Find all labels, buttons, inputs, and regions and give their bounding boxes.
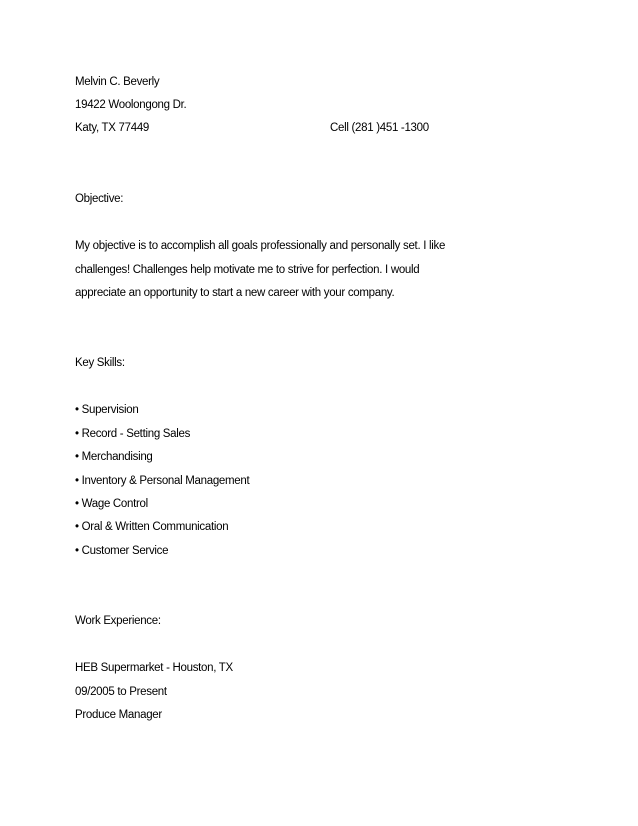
objective-line: My objective is to accomplish all goals professionally and personally set. I like (75, 240, 446, 252)
skill-item: • Wage Control (75, 498, 148, 510)
objective-line: appreciate an opportunity to start a new career with your company. (75, 287, 395, 299)
skill-item: • Inventory & Personal Management (75, 475, 250, 487)
street-address: 19422 Woolongong Dr. (75, 99, 187, 111)
city-line (75, 121, 429, 135)
skill-item: • Oral & Written Communication (75, 521, 229, 533)
objective-line: challenges! Challenges help motivate me to strive for perfection. I would (75, 264, 420, 276)
experience-heading: Work Experience: (75, 615, 161, 627)
skills-heading: Key Skills: (75, 357, 125, 369)
skill-item: • Supervision (75, 404, 139, 416)
skill-item: • Merchandising (75, 451, 153, 463)
phone-number: Cell (281 )451 -1300 (330, 122, 429, 134)
skill-item: • Record - Setting Sales (75, 428, 191, 440)
skill-item: • Customer Service (75, 545, 169, 557)
employer: HEB Supermarket - Houston, TX (75, 662, 233, 674)
applicant-name: Melvin C. Beverly (75, 76, 160, 88)
objective-heading: Objective: (75, 193, 124, 205)
employment-dates: 09/2005 to Present (75, 686, 167, 698)
job-title: Produce Manager (75, 709, 162, 721)
city-state-zip: Katy, TX 77449 (75, 122, 150, 134)
